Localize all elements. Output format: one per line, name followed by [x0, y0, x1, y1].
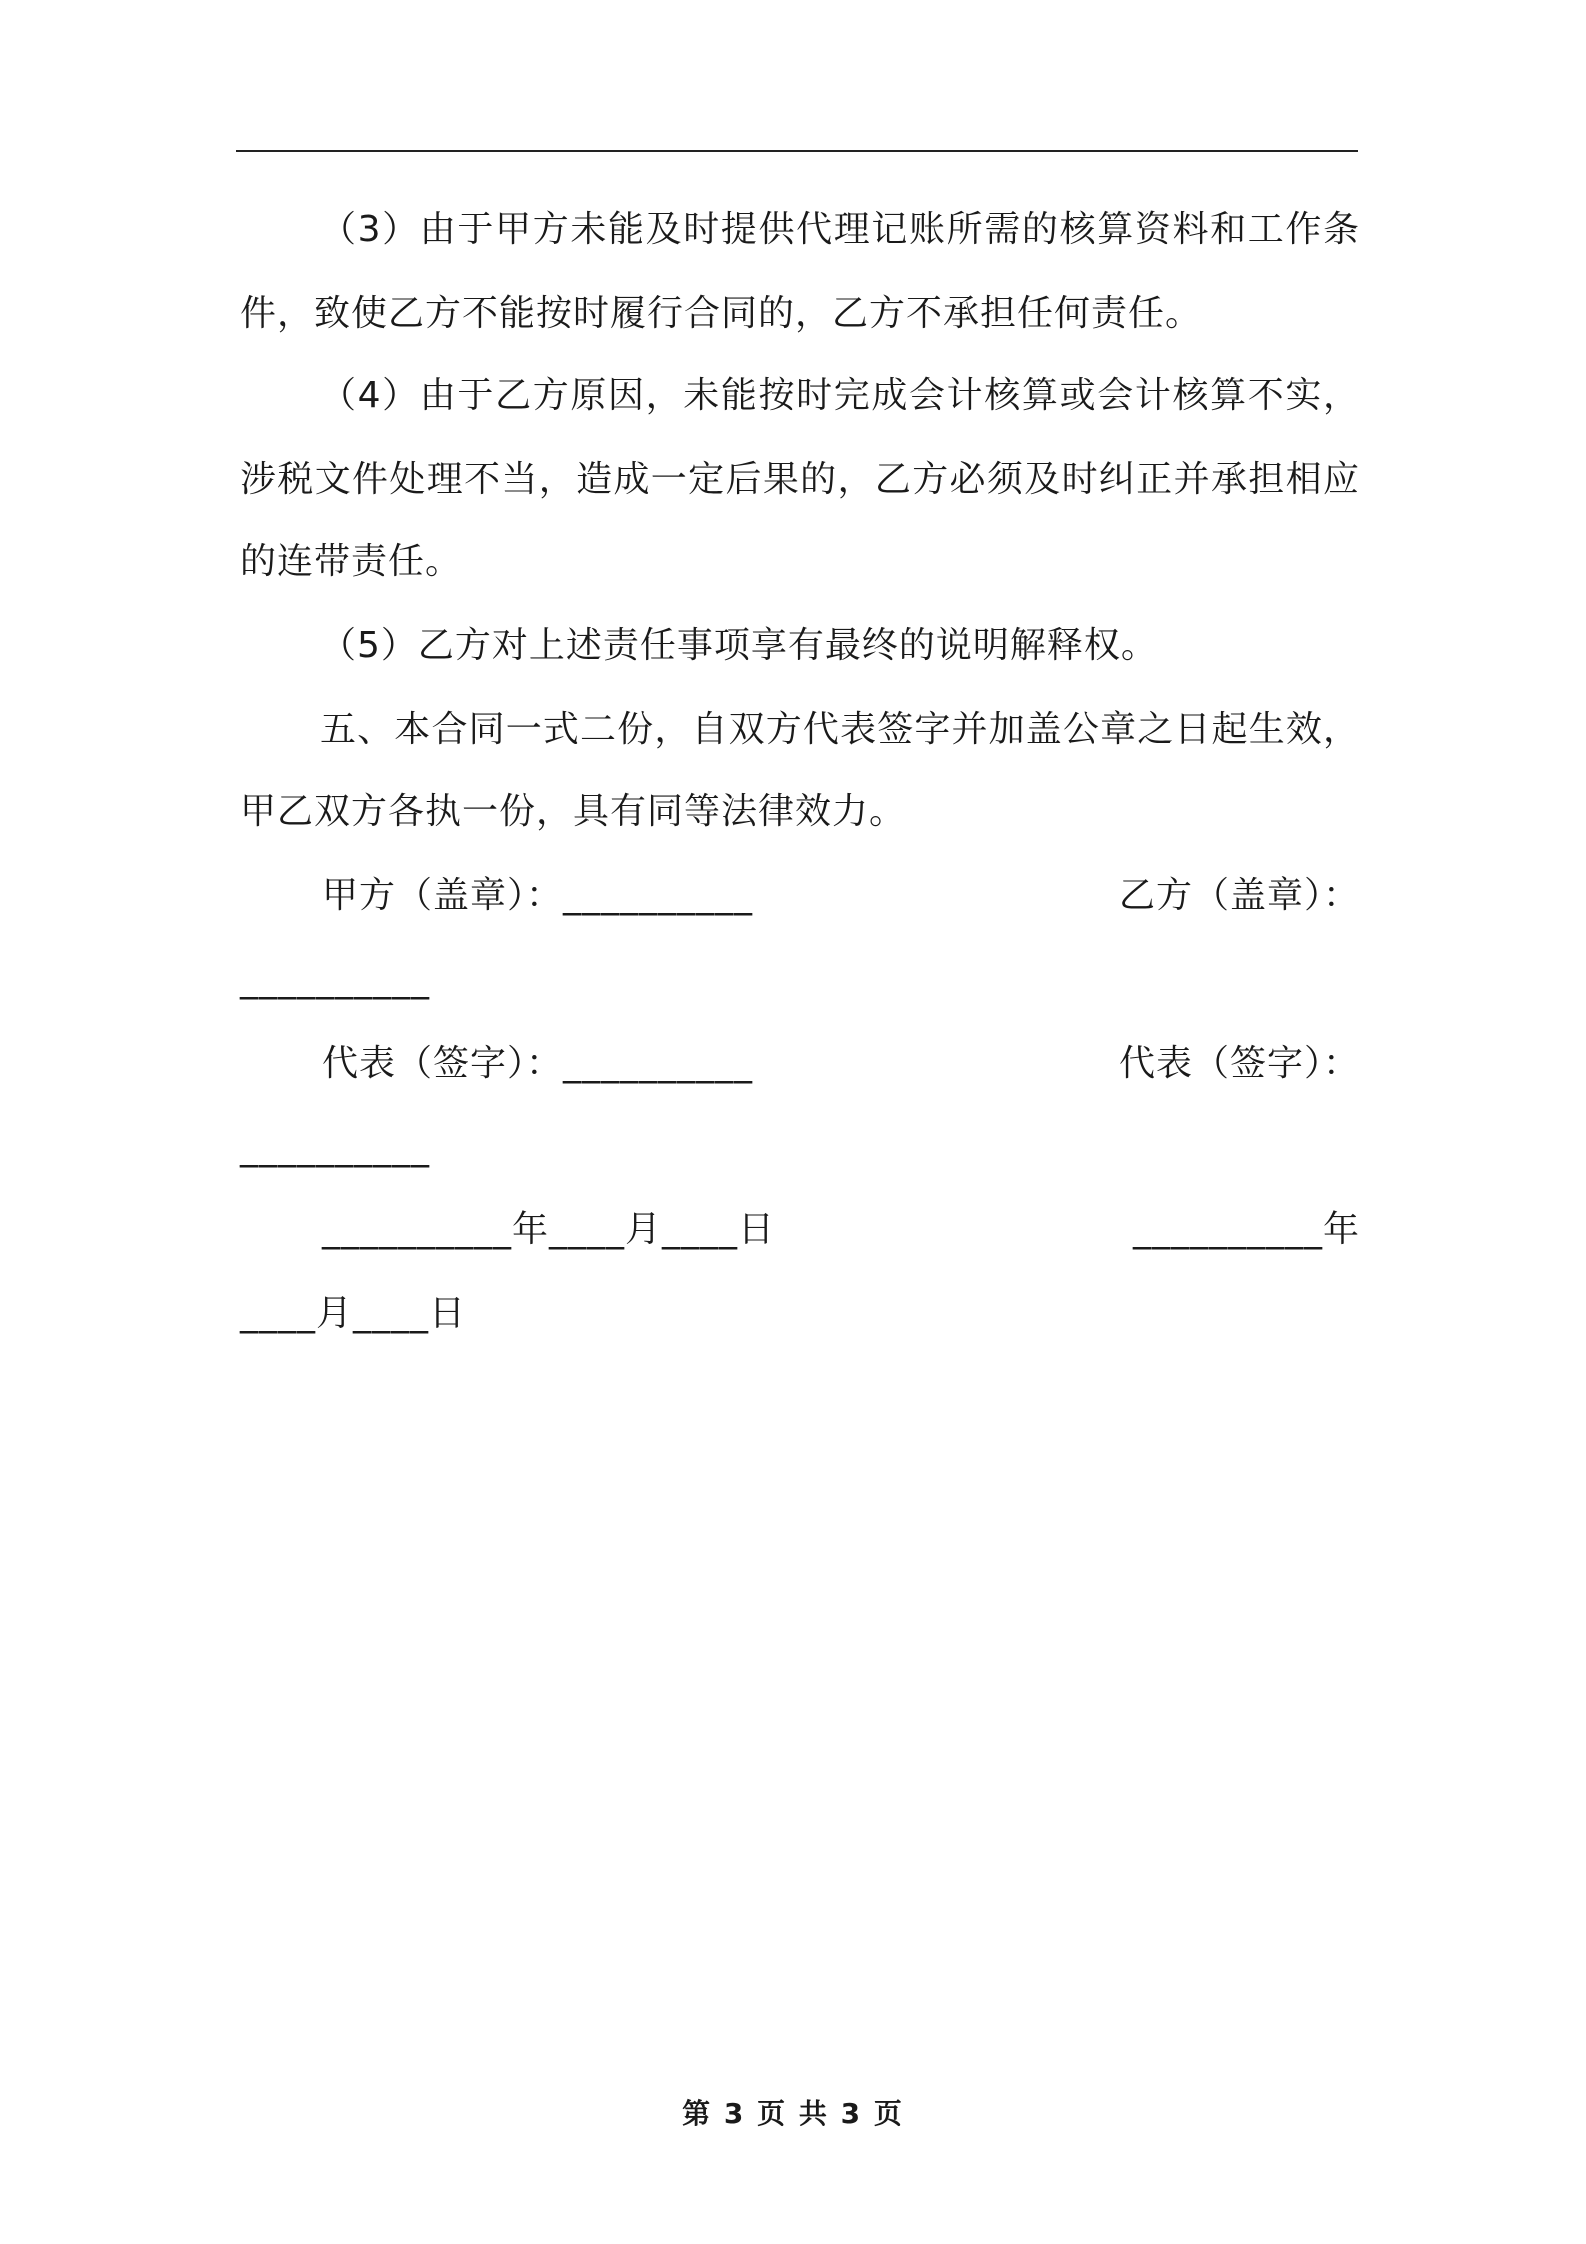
paragraph-line: （5）乙方对上述责任事项享有最终的说明解释权。: [320, 625, 1158, 666]
paragraph-line: 涉税文件处理不当，造成一定后果的，乙方必须及时纠正并承担相应: [240, 459, 1360, 500]
page-indicator: 第 3 页 共 3 页: [682, 2097, 904, 2130]
paragraph-line: 甲乙双方各执一份，具有同等法律效力。: [240, 791, 907, 832]
paragraph-line: （4）由于乙方原因，未能按时完成会计核算或会计核算不实，: [320, 375, 1360, 416]
paragraph-line: （3）由于甲方未能及时提供代理记账所需的核算资料和工作条: [320, 209, 1360, 250]
party-b-date-rest: ____月____日: [240, 1293, 467, 1334]
party-b-seal-blank: __________: [240, 959, 430, 1000]
party-a-seal-field: 甲方（盖章）：__________: [322, 875, 754, 916]
party-b-date-year: __________年: [1132, 1209, 1360, 1250]
party-b-rep-sign-label: 代表（签字）：: [1118, 1043, 1360, 1084]
party-a-date-field: __________年____月____日: [322, 1209, 775, 1250]
party-a-rep-sign-field: 代表（签字）：__________: [322, 1043, 754, 1084]
header-rule: [236, 150, 1358, 152]
paragraph-line: 的连带责任。: [240, 541, 463, 582]
paragraph-line: 件，致使乙方不能按时履行合同的，乙方不承担任何责任。: [240, 293, 1203, 334]
party-b-seal-label: 乙方（盖章）：: [1118, 875, 1360, 916]
paragraph-line: 五、本合同一式二份，自双方代表签字并加盖公章之日起生效，: [320, 709, 1360, 750]
party-b-rep-sign-blank: __________: [240, 1127, 430, 1168]
